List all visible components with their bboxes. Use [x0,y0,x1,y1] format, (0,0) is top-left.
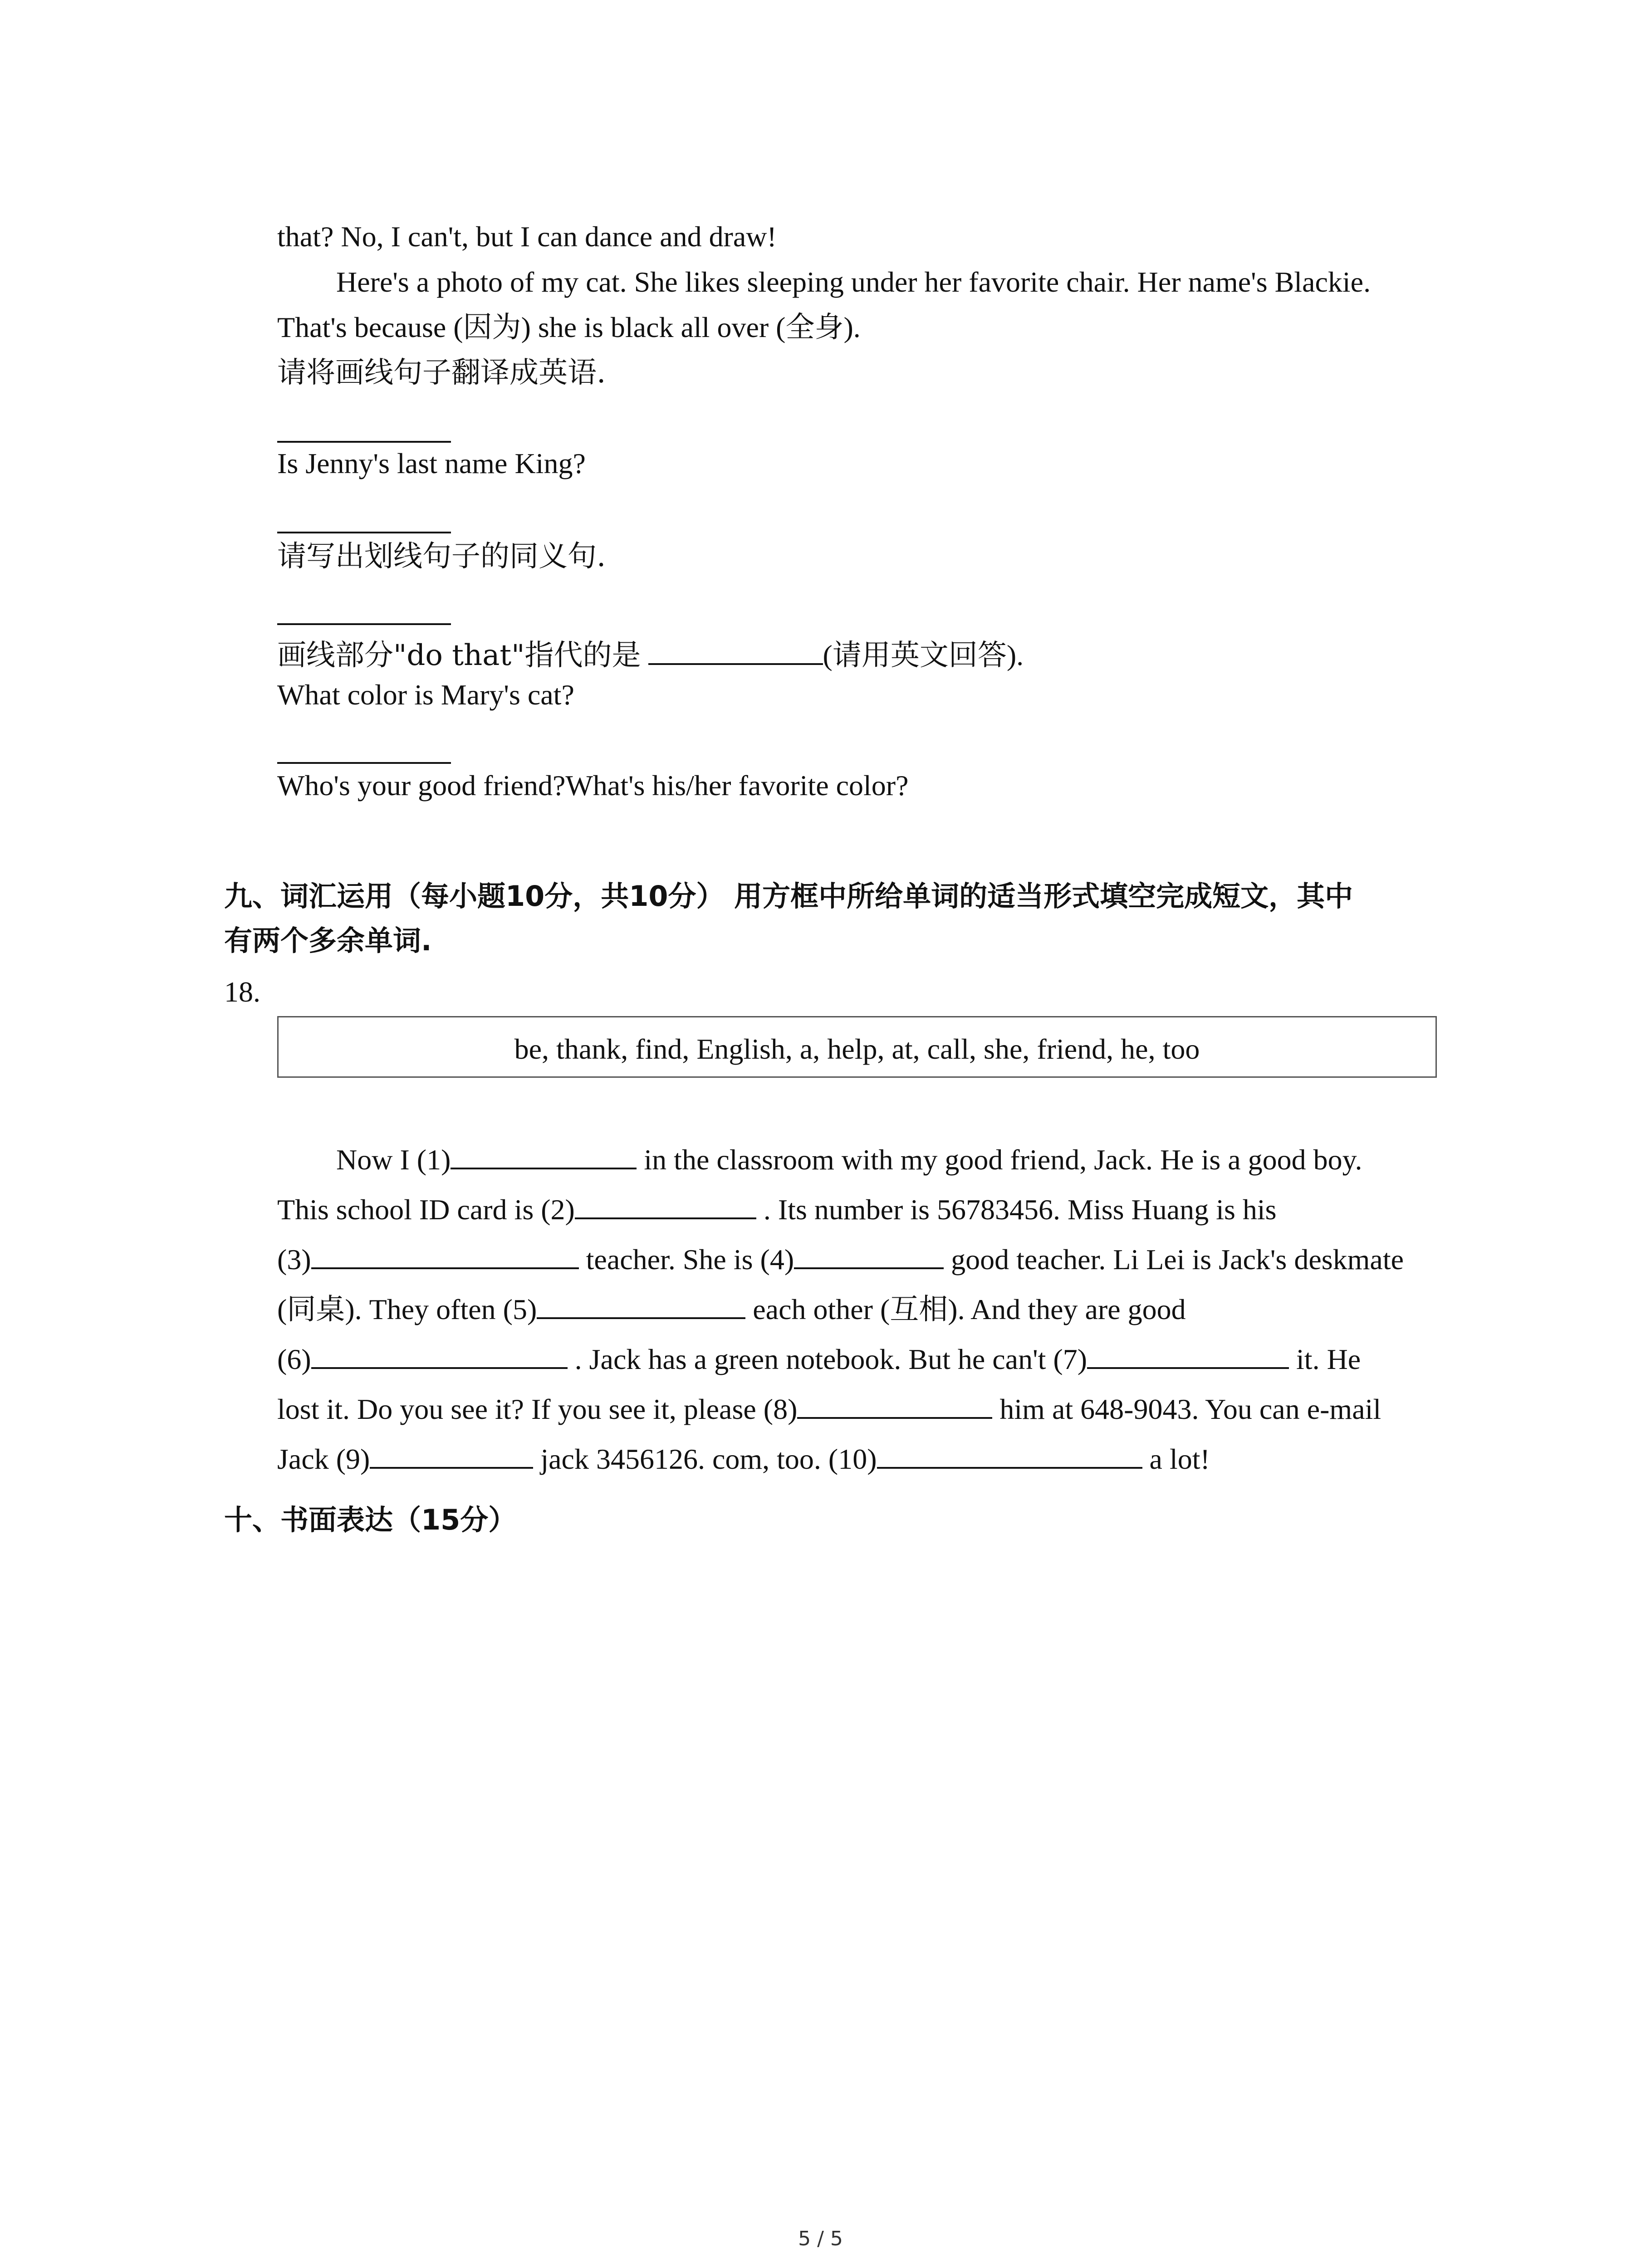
section-heading-cont: 有两个多余单词. [224,924,432,957]
blank-3[interactable] [311,1238,579,1269]
section-heading: 九、词汇运用（每小题10分，共10分） 用方框中所给单词的适当形式填空完成短文，其中 [224,880,1353,913]
cloze-line: Now I (1) in the classroom with my good friend, Jack. He is a good boy. [336,1139,1362,1174]
answer-line-2[interactable] [277,532,451,533]
question-number: 18. [224,976,260,1008]
answer-line-4[interactable] [277,762,451,764]
blank-2[interactable] [575,1188,756,1219]
question-2: Is Jenny's last name King? [277,447,586,479]
blank-7[interactable] [1087,1338,1289,1369]
cloze-line: (6) . Jack has a green notebook. But he can't (7) it. He [277,1338,1361,1374]
passage-line: That's because (因为) she is black all over (全身). [277,311,861,344]
blank-5[interactable] [537,1288,745,1319]
question-4: 画线部分"do that"指代的是 (请用英文回答). [277,634,1024,670]
blank-4[interactable] [794,1238,944,1269]
cloze-line: (3) teacher. She is (4) good teacher. Li Lei is Jack's deskmate [277,1238,1404,1274]
cloze-line: Jack (9) jack 3456126. com, too. (10) a lot! [277,1438,1210,1474]
question-instruction: 请将画线句子翻译成英语. [277,356,606,390]
question-6: Who's your good friend?What's his/her favorite color? [277,769,909,802]
question-5: What color is Mary's cat? [277,679,574,711]
blank-1[interactable] [451,1139,637,1169]
section-heading: 十、书面表达（15分） [224,1503,517,1536]
blank-6[interactable] [311,1338,568,1369]
word-box [277,1016,1437,1078]
blank-10[interactable] [877,1438,1142,1469]
blank-8[interactable] [797,1388,992,1419]
word-box-text: be, thank, find, English, a, help, at, call, she, friend, he, too [514,1033,1200,1065]
question-3: 请写出划线句子的同义句. [277,540,606,573]
cloze-line: This school ID card is (2) . Its number is 56783456. Miss Huang is his [277,1188,1277,1224]
cloze-line: (同桌). They often (5) each other (互相). And they are good [277,1288,1186,1324]
answer-line-1[interactable] [277,441,451,443]
answer-line-3[interactable] [277,623,451,625]
answer-blank[interactable] [648,634,823,665]
passage-line: that? No, I can't, but I can dance and draw! [277,220,777,253]
blank-9[interactable] [370,1438,533,1469]
page-number: 5 / 5 [798,2227,843,2250]
cloze-line: lost it. Do you see it? If you see it, please (8) him at 648-9043. You can e-mail [277,1388,1381,1424]
passage-line: Here's a photo of my cat. She likes sleeping under her favorite chair. Her name's Blackie. [336,266,1371,298]
